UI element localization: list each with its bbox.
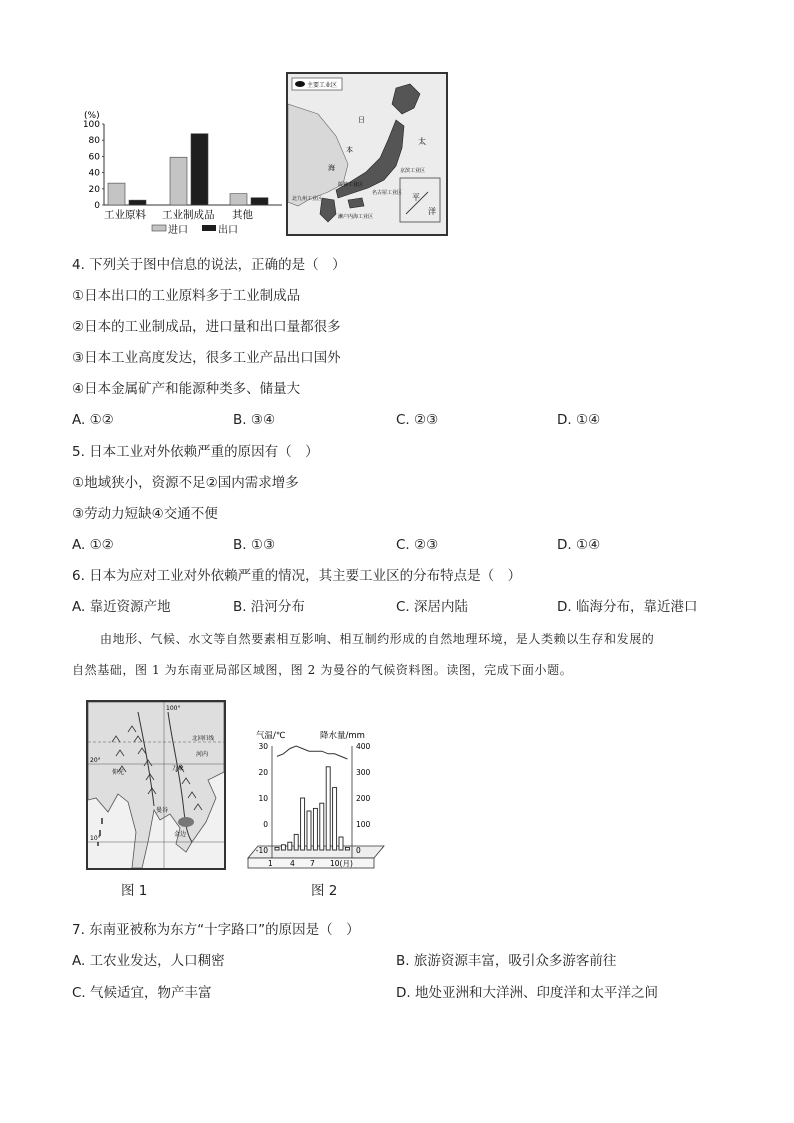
chart1-unit: (%) bbox=[84, 111, 100, 121]
chart1-ytick-40: 40 bbox=[88, 168, 100, 179]
map-legend-label: 主要工业区 bbox=[307, 82, 338, 89]
q6-option-b[interactable]: B. 沿河分布 bbox=[233, 599, 305, 615]
q4-item-3: ③日本工业高度发达，很多工业产品出口国外 bbox=[72, 350, 341, 366]
map-label-yang: 洋 bbox=[428, 207, 436, 216]
chart1-cat-1: 工业制成品 bbox=[162, 209, 215, 221]
q5-stem: 5. 日本工业对外依赖严重的原因有（ ） bbox=[72, 444, 319, 460]
fig2-caption: 图 2 bbox=[311, 883, 338, 899]
label-phnompenh: 金边 bbox=[174, 831, 187, 838]
intro-line-1: 由地形、气候、水文等自然要素相互影响、相互制约形成的自然地理环境，是人类赖以生存和发展的 bbox=[100, 632, 655, 646]
chart1-bar-export-2 bbox=[251, 198, 268, 205]
chart2-ltick-30: 30 bbox=[258, 742, 268, 751]
q6-option-d[interactable]: D. 临海分布，靠近港口 bbox=[557, 599, 698, 615]
q5-option-c[interactable]: C. ②③ bbox=[396, 537, 439, 553]
q7-option-d[interactable]: D. 地处亚洲和大洋洲、印度洋和太平洋之间 bbox=[396, 985, 658, 1001]
chart1-bars bbox=[108, 134, 268, 205]
chart1-bar-export-1 bbox=[191, 134, 208, 205]
intro-line-2: 自然基础，图 1 为东南亚局部区域图，图 2 为曼谷的气候资料图。读图，完成下面小题。 bbox=[72, 663, 573, 677]
se-asia-map-svg bbox=[88, 702, 224, 868]
q4-option-a[interactable]: A. ①② bbox=[72, 412, 114, 428]
q7-stem: 7. 东南亚被称为东方“十字路口”的原因是（ ） bbox=[72, 922, 360, 938]
q5-item-2: ③劳动力短缺④交通不便 bbox=[72, 506, 218, 522]
chart2-precip-bars bbox=[275, 767, 349, 850]
q5-option-d[interactable]: D. ①④ bbox=[557, 537, 601, 553]
q6-stem: 6. 日本为应对工业对外依赖严重的情况，其主要工业区的分布特点是（ ） bbox=[72, 568, 522, 584]
chart1-ytick-100: 100 bbox=[82, 120, 100, 130]
chart2-precip-bar-9 bbox=[326, 767, 330, 850]
q7-option-b[interactable]: B. 旅游资源丰富，吸引众多游客前往 bbox=[396, 953, 617, 969]
fig1-caption: 图 1 bbox=[121, 883, 148, 899]
q7-option-c[interactable]: C. 气候适宜，物产丰富 bbox=[72, 985, 212, 1001]
precip-axis-label: 降水量/mm bbox=[320, 731, 365, 741]
chart2-precip-bar-2 bbox=[281, 845, 285, 850]
label-lat-20: 20° bbox=[90, 757, 101, 764]
legend-import-swatch bbox=[152, 225, 166, 231]
chart1-y-ticks bbox=[83, 120, 104, 211]
chart2-x-4: 4 bbox=[290, 859, 295, 868]
chart2-rtick-200: 200 bbox=[356, 794, 371, 803]
legend-export-swatch bbox=[202, 225, 216, 231]
q4-item-2: ②日本的工业制成品，进口量和出口量都很多 bbox=[72, 319, 341, 335]
map-label-hai: 海 bbox=[328, 164, 335, 172]
chart1-cat-0: 工业原料 bbox=[104, 209, 146, 221]
chart2-left-ticks bbox=[256, 742, 268, 855]
chart2-precip-bar-11 bbox=[339, 837, 343, 850]
map-region-kitakyushu: 北九州工业区 bbox=[292, 196, 323, 202]
shikoku-shape bbox=[348, 198, 364, 208]
map-region-hanshin: 阪神工业区 bbox=[338, 182, 364, 188]
chart2-rtick-100: 100 bbox=[356, 820, 371, 829]
se-asia-map bbox=[86, 700, 226, 870]
chart2-rtick-300: 300 bbox=[356, 768, 371, 777]
q4-option-c[interactable]: C. ②③ bbox=[396, 412, 439, 428]
chart1-ytick-80: 80 bbox=[88, 136, 100, 147]
map-label-ben: 本 bbox=[346, 146, 353, 154]
q4-item-4: ④日本金属矿产和能源种类多、储量大 bbox=[72, 381, 301, 397]
label-yangon: 仰光 bbox=[112, 769, 125, 776]
label-hanoi: 河内 bbox=[196, 751, 209, 758]
map-legend-swatch bbox=[295, 81, 305, 87]
chart2-precip-bar-7 bbox=[313, 808, 317, 850]
map-label-ri: 日 bbox=[358, 116, 365, 124]
chart2-right-ticks bbox=[356, 742, 371, 855]
chart2-precip-bar-8 bbox=[320, 803, 324, 850]
chart1-ytick-60: 60 bbox=[88, 152, 100, 163]
chart2-precip-bar-6 bbox=[307, 811, 311, 850]
legend-export-label: 出口 bbox=[218, 225, 238, 236]
chart2-x-7: 7 bbox=[310, 859, 315, 868]
label-vientiane: 万象 bbox=[172, 765, 185, 772]
chart2-x-1: 1 bbox=[268, 859, 273, 868]
q5-item-1: ①地域狭小，资源不足②国内需求增多 bbox=[72, 475, 299, 491]
label-lat-10: 10° bbox=[90, 835, 101, 842]
chart2-precip-bar-3 bbox=[288, 842, 292, 850]
chart1-ytick-0: 0 bbox=[94, 201, 100, 211]
q4-item-1: ①日本出口的工业原料多于工业制成品 bbox=[72, 288, 301, 304]
chart2-precip-bar-1 bbox=[275, 847, 279, 850]
japan-map-svg bbox=[288, 74, 446, 234]
map-region-nagoya: 名古屋工业区 bbox=[372, 190, 403, 196]
chart2-precip-bar-10 bbox=[333, 788, 337, 850]
label-lon-100: 100° bbox=[166, 705, 181, 712]
map-label-ping: 平 bbox=[412, 193, 420, 202]
chart2-rtick-0: 0 bbox=[356, 846, 361, 855]
chart1-bar-export-0 bbox=[129, 200, 146, 205]
legend-import-label: 进口 bbox=[168, 225, 188, 236]
q4-stem: 4. 下列关于图中信息的说法，正确的是（ ） bbox=[72, 257, 346, 273]
chart2-ltick-0: 0 bbox=[263, 820, 268, 829]
chart1-ytick-20: 20 bbox=[88, 184, 100, 195]
temp-axis-label: 气温/℃ bbox=[256, 731, 286, 741]
chart2-ltick--10: -10 bbox=[255, 846, 268, 855]
chart2-precip-bar-4 bbox=[294, 834, 298, 850]
map-region-keihin: 京滨工业区 bbox=[400, 168, 426, 174]
q6-option-a[interactable]: A. 靠近资源产地 bbox=[72, 599, 171, 615]
trade-bar-chart bbox=[74, 106, 286, 236]
chart2-ltick-10: 10 bbox=[258, 794, 268, 803]
q4-option-b[interactable]: B. ③④ bbox=[233, 412, 276, 428]
map-label-tai: 太 bbox=[418, 137, 426, 146]
chart1-bar-import-0 bbox=[108, 183, 125, 205]
chart2-precip-bar-12 bbox=[345, 847, 349, 850]
chart2-rtick-400: 400 bbox=[356, 742, 371, 751]
lake-shape bbox=[178, 817, 194, 827]
q7-option-a[interactable]: A. 工农业发达，人口稠密 bbox=[72, 953, 225, 969]
chart2-x-10: 10(月) bbox=[330, 859, 353, 868]
label-tropic: 北回归线 bbox=[192, 736, 215, 742]
chart2-temp-line bbox=[277, 746, 347, 759]
chart2-precip-bar-5 bbox=[301, 798, 305, 850]
label-bangkok: 曼谷 bbox=[156, 807, 169, 814]
japan-industrial-map bbox=[286, 72, 448, 236]
chart1-bar-import-1 bbox=[170, 157, 187, 205]
q4-option-d[interactable]: D. ①④ bbox=[557, 412, 601, 428]
q5-option-b[interactable]: B. ①③ bbox=[233, 537, 276, 553]
q5-option-a[interactable]: A. ①② bbox=[72, 537, 114, 553]
map-region-setonaikai: 濑户内海工业区 bbox=[338, 214, 374, 220]
chart1-cat-2: 其他 bbox=[232, 209, 253, 221]
chart2-ltick-20: 20 bbox=[258, 768, 268, 777]
bangkok-climate-chart bbox=[238, 728, 386, 872]
q6-option-c[interactable]: C. 深居内陆 bbox=[396, 599, 469, 615]
chart1-bar-import-2 bbox=[230, 194, 247, 205]
